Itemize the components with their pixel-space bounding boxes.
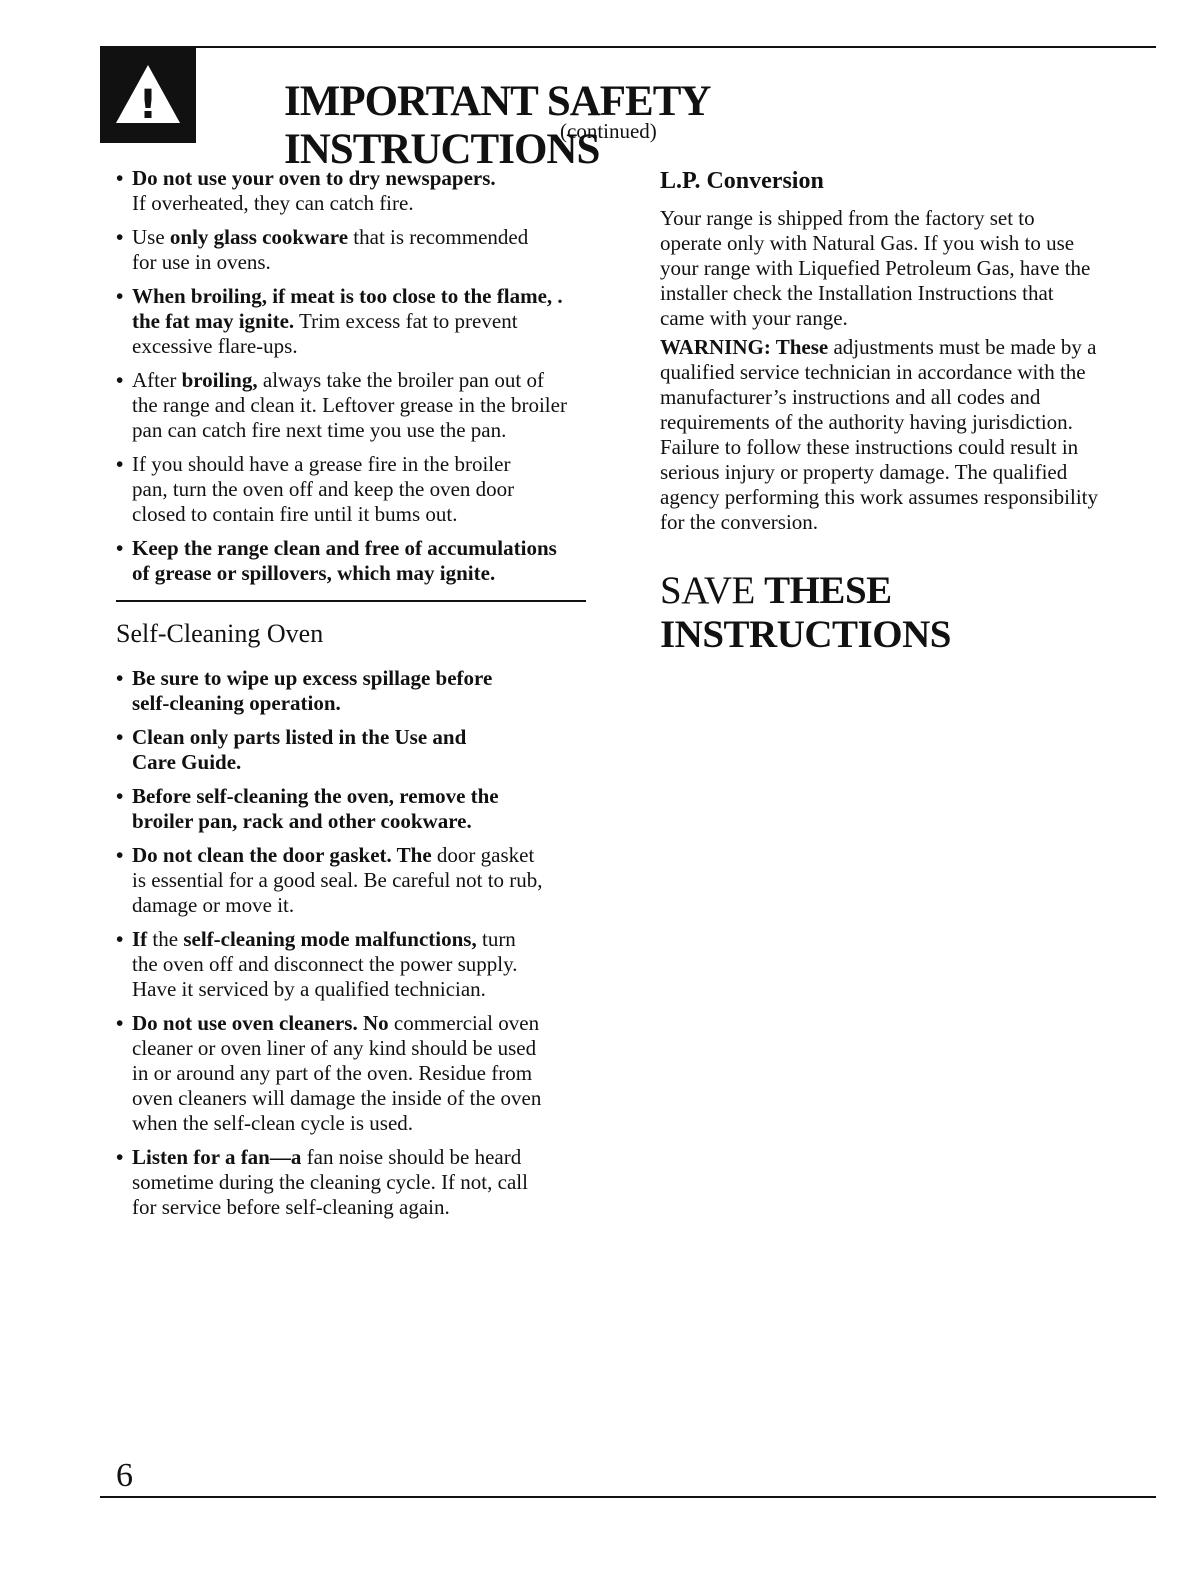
item-line bbox=[132, 166, 636, 191]
bottom-rule bbox=[100, 1496, 1156, 1498]
bold-text: broiling, bbox=[181, 368, 258, 392]
bold-text: Before self-cleaning the oven, remove the bbox=[132, 784, 499, 808]
page-number: 6 bbox=[116, 1457, 133, 1494]
plain-text: sometime during the cleaning cycle. If not, call bbox=[132, 1170, 528, 1194]
item-line bbox=[132, 561, 636, 586]
bullet-icon: • bbox=[116, 725, 124, 749]
plain-text: cleaner or oven liner of any kind should be used bbox=[132, 1036, 537, 1060]
plain-text: Trim excess fat to prevent bbox=[294, 309, 518, 333]
plain-text: If overheated, they can catch fire. bbox=[132, 191, 414, 215]
plain-text: in or around any part of the oven. Residue from bbox=[132, 1061, 533, 1085]
bullet-icon: • bbox=[116, 666, 124, 690]
bullet-icon: • bbox=[116, 225, 124, 249]
item-line bbox=[132, 368, 636, 393]
list-item bbox=[116, 666, 636, 716]
bullet-icon: • bbox=[116, 368, 124, 392]
bullet-icon: • bbox=[116, 1145, 124, 1169]
list-item bbox=[116, 225, 636, 275]
plain-text: turn bbox=[476, 927, 516, 951]
plain-text: for use in ovens. bbox=[132, 250, 271, 274]
plain-text: the bbox=[147, 927, 184, 951]
item-line bbox=[132, 418, 636, 443]
item-line bbox=[132, 1111, 636, 1136]
page-subtitle: (continued) bbox=[560, 119, 657, 143]
lp-line: came with your range. bbox=[660, 306, 848, 330]
bullet-icon: • bbox=[116, 784, 124, 808]
item-line bbox=[132, 666, 636, 691]
plain-text: If you should have a grease fire in the broiler bbox=[132, 452, 511, 476]
item-line bbox=[132, 502, 636, 527]
plain-text: for service before self-cleaning again. bbox=[132, 1195, 450, 1219]
item-line bbox=[132, 1011, 636, 1036]
bold-text: Clean only parts listed in the Use and bbox=[132, 725, 467, 749]
warning-triangle-icon bbox=[100, 47, 196, 143]
bold-text: of grease or spillovers, which may ignite. bbox=[132, 561, 496, 585]
self-cleaning-list bbox=[116, 666, 636, 1220]
warning-line: serious injury or property damage. The qualified bbox=[660, 460, 1068, 484]
bold-text: When broiling, if meat is too close to the flame, . bbox=[132, 284, 563, 308]
item-line bbox=[132, 225, 636, 250]
lp-line: installer check the Installation Instructions that bbox=[660, 281, 1054, 305]
item-line bbox=[132, 452, 636, 477]
item-line bbox=[132, 334, 636, 359]
plain-text: commercial oven bbox=[388, 1011, 540, 1035]
bullet-icon: • bbox=[116, 843, 124, 867]
list-item bbox=[116, 927, 636, 1002]
item-line bbox=[132, 309, 636, 334]
page-title: IMPORTANT SAFETY INSTRUCTIONS bbox=[284, 78, 709, 173]
warning-line: manufacturer’s instructions and all codes and bbox=[660, 385, 1041, 409]
warning-symbol: ! bbox=[138, 82, 158, 125]
item-line bbox=[132, 477, 636, 502]
plain-text: when the self-clean cycle is used. bbox=[132, 1111, 414, 1135]
warning-line: for the conversion. bbox=[660, 510, 819, 534]
lp-line: your range with Liquefied Petroleum Gas, have the bbox=[660, 256, 1091, 280]
item-line bbox=[132, 750, 636, 775]
plain-text: Use bbox=[132, 225, 170, 249]
list-item bbox=[116, 284, 636, 359]
list-item bbox=[116, 368, 636, 443]
bullet-icon: • bbox=[116, 452, 124, 476]
top-rule bbox=[100, 46, 1156, 48]
bullet-icon: • bbox=[116, 166, 124, 190]
warning-label: WARNING: These bbox=[660, 335, 829, 359]
bullet-icon: • bbox=[116, 284, 124, 308]
item-line bbox=[132, 927, 636, 952]
item-line bbox=[132, 1036, 636, 1061]
lp-line: Your range is shipped from the factory set to bbox=[660, 206, 1035, 230]
save-word: SAVE bbox=[660, 569, 765, 612]
warning-line: Failure to follow these instructions could result in bbox=[660, 435, 1079, 459]
plain-text: the oven off and disconnect the power supply. bbox=[132, 952, 518, 976]
bold-text: Do not use oven cleaners. No bbox=[132, 1011, 389, 1035]
plain-text: door gasket bbox=[431, 843, 535, 867]
warning-line: adjustments must be made by a bbox=[828, 335, 1097, 359]
item-line bbox=[132, 893, 636, 918]
plain-text: Have it serviced by a qualified technician. bbox=[132, 977, 486, 1001]
bold-text: self-cleaning operation. bbox=[132, 691, 341, 715]
item-line bbox=[132, 1195, 636, 1220]
lp-conversion-title: L.P. Conversion bbox=[660, 168, 824, 194]
safety-list bbox=[116, 166, 636, 586]
these-word: THESE bbox=[764, 569, 892, 612]
section-divider bbox=[116, 600, 586, 602]
item-line bbox=[132, 1170, 636, 1195]
item-line bbox=[132, 843, 636, 868]
item-line bbox=[132, 977, 636, 1002]
list-item bbox=[116, 843, 636, 918]
item-line bbox=[132, 1086, 636, 1111]
list-item bbox=[116, 536, 636, 586]
item-line bbox=[132, 191, 636, 216]
plain-text: that is recommended bbox=[348, 225, 529, 249]
bold-text: only glass cookware bbox=[169, 225, 349, 249]
list-item bbox=[116, 1011, 636, 1136]
save-instructions-heading bbox=[660, 569, 1135, 657]
item-line bbox=[132, 250, 636, 275]
bold-text: the fat may ignite. bbox=[132, 309, 295, 333]
bold-text: Listen for a fan—a bbox=[132, 1145, 302, 1169]
list-item bbox=[116, 166, 636, 216]
bold-text: Do not use your oven to dry newspapers. bbox=[132, 166, 496, 190]
item-line bbox=[132, 868, 636, 893]
item-line bbox=[132, 725, 636, 750]
lp-line: operate only with Natural Gas. If you wish to use bbox=[660, 231, 1075, 255]
bold-text: self-cleaning mode malfunctions, bbox=[183, 927, 477, 951]
plain-text: pan, turn the oven off and keep the oven door bbox=[132, 477, 515, 501]
warning-line: requirements of the authority having jurisdiction. bbox=[660, 410, 1073, 434]
plain-text: excessive flare-ups. bbox=[132, 334, 298, 358]
section-title: Self-Cleaning Oven bbox=[116, 619, 324, 648]
plain-text: pan can catch fire next time you use the pan. bbox=[132, 418, 507, 442]
plain-text: always take the broiler pan out of bbox=[257, 368, 544, 392]
bullet-icon: • bbox=[116, 536, 124, 560]
item-line bbox=[132, 952, 636, 977]
list-item bbox=[116, 1145, 636, 1220]
plain-text: After bbox=[132, 368, 182, 392]
item-line bbox=[132, 1145, 636, 1170]
plain-text: damage or move it. bbox=[132, 893, 295, 917]
bold-text: Be sure to wipe up excess spillage before bbox=[132, 666, 493, 690]
item-line bbox=[132, 1061, 636, 1086]
plain-text: closed to contain fire until it bums out. bbox=[132, 502, 458, 526]
list-item bbox=[116, 725, 636, 775]
warning-line: qualified service technician in accordance with the bbox=[660, 360, 1086, 384]
right-column bbox=[660, 166, 1135, 657]
item-line bbox=[132, 393, 636, 418]
plain-text: fan noise should be heard bbox=[301, 1145, 522, 1169]
item-line bbox=[132, 809, 636, 834]
plain-text: is essential for a good seal. Be careful not to rub, bbox=[132, 868, 543, 892]
plain-text: the range and clean it. Leftover grease in the broiler bbox=[132, 393, 567, 417]
list-item bbox=[116, 784, 636, 834]
warning-line: agency performing this work assumes responsibility bbox=[660, 485, 1099, 509]
left-column bbox=[116, 166, 636, 1229]
bold-text: Do not clean the door gasket. The bbox=[132, 843, 432, 867]
item-line bbox=[132, 284, 636, 309]
bullet-icon: • bbox=[116, 927, 124, 951]
bold-text: Care Guide. bbox=[132, 750, 242, 774]
lp-conversion-paragraph bbox=[660, 206, 1135, 331]
bold-text: broiler pan, rack and other cookware. bbox=[132, 809, 472, 833]
item-line bbox=[132, 536, 636, 561]
warning-paragraph bbox=[660, 335, 1135, 535]
item-line bbox=[132, 691, 636, 716]
plain-text: oven cleaners will damage the inside of the oven bbox=[132, 1086, 542, 1110]
bold-text: Keep the range clean and free of accumulations bbox=[132, 536, 557, 560]
instructions-word: INSTRUCTIONS bbox=[660, 613, 951, 656]
item-line bbox=[132, 784, 636, 809]
bold-text: If bbox=[132, 927, 148, 951]
bullet-icon: • bbox=[116, 1011, 124, 1035]
list-item bbox=[116, 452, 636, 527]
